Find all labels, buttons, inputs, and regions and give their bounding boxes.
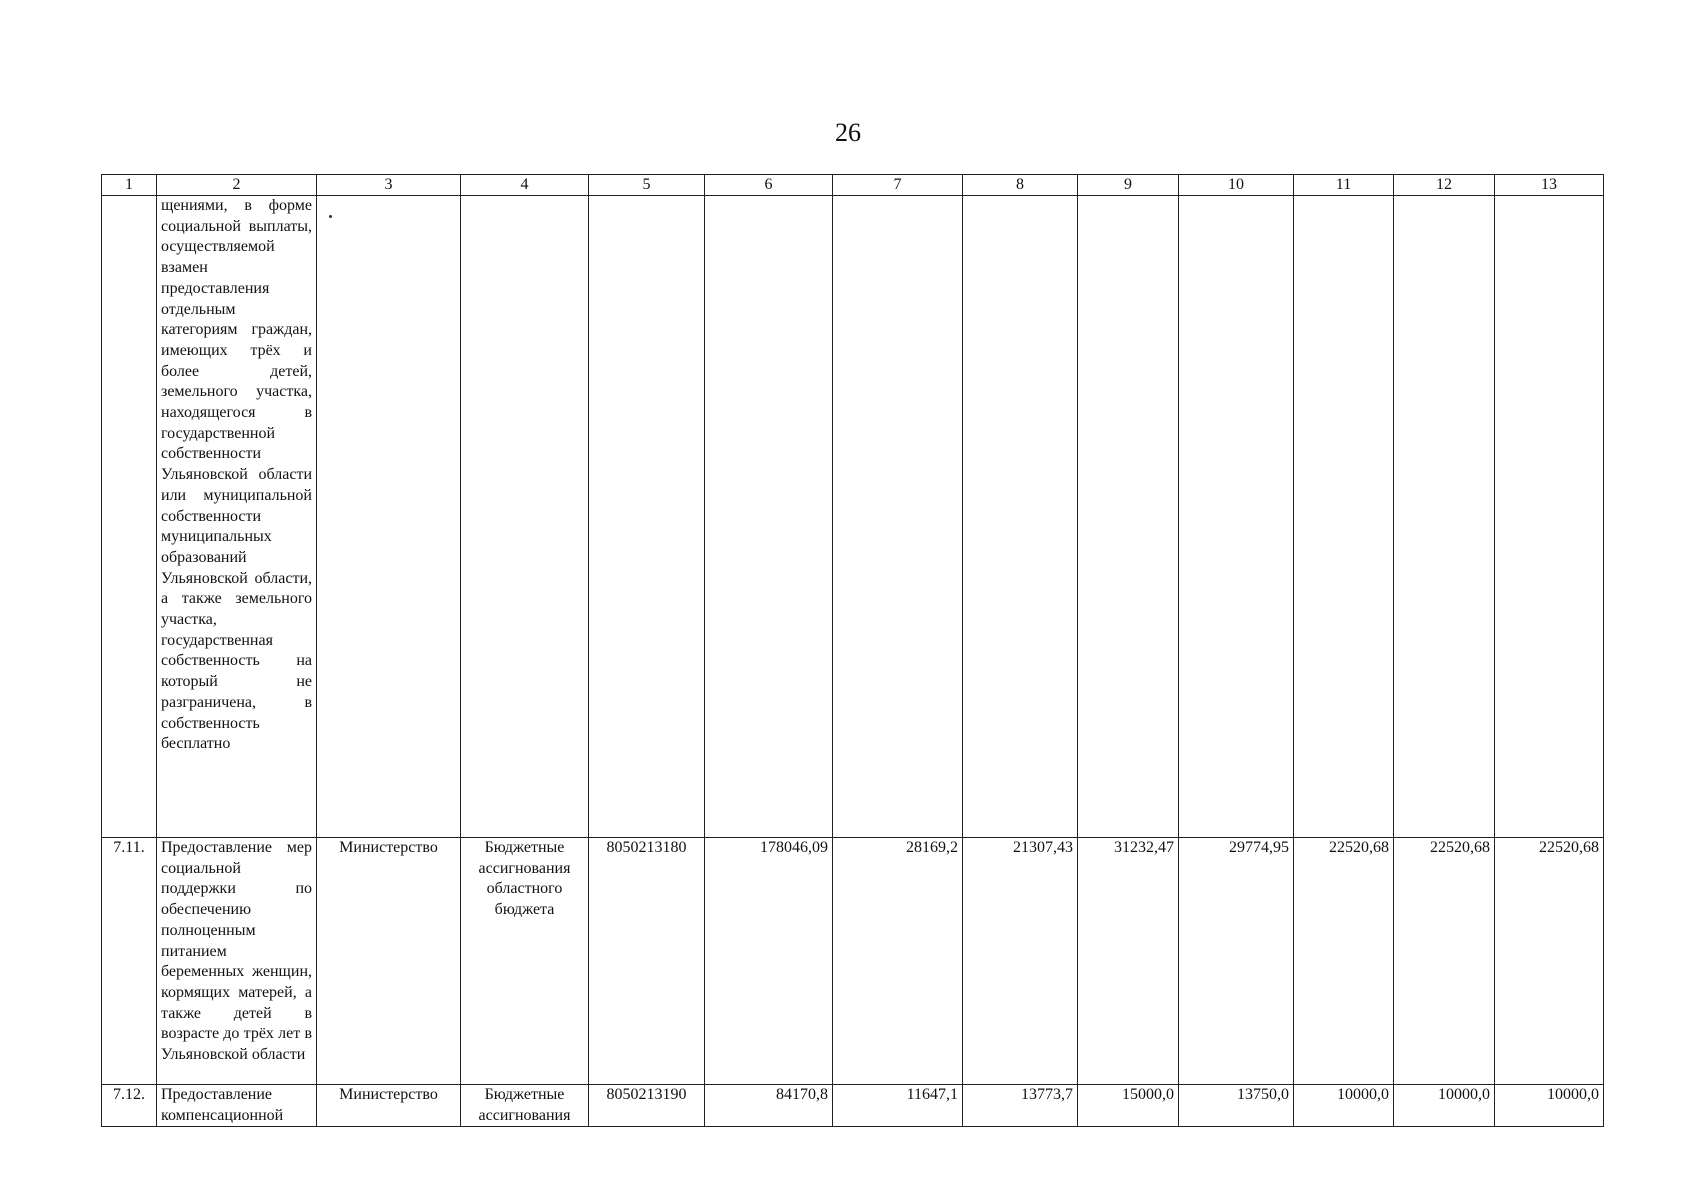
row-value-10: 13750,0 bbox=[1179, 1085, 1294, 1127]
row-source: Бюджетные ассигнования областного бюджета bbox=[461, 838, 589, 1085]
row-value-12: 10000,0 bbox=[1394, 1085, 1495, 1127]
column-header: 6 bbox=[705, 175, 833, 196]
row-code: 8050213190 bbox=[589, 1085, 705, 1127]
row-value-11: 22520,68 bbox=[1294, 838, 1394, 1085]
page-number: 26 bbox=[835, 118, 861, 147]
column-header: 7 bbox=[833, 175, 963, 196]
column-header: 4 bbox=[461, 175, 589, 196]
row-value-8: 13773,7 bbox=[963, 1085, 1078, 1127]
column-header: 13 bbox=[1495, 175, 1604, 196]
budget-table bbox=[101, 174, 1604, 1127]
row-value-6: 84170,8 bbox=[705, 1085, 833, 1127]
column-header: 9 bbox=[1078, 175, 1179, 196]
column-header: 2 bbox=[157, 175, 317, 196]
row-description: Предоставление компенсационной bbox=[157, 1085, 317, 1127]
table-row bbox=[102, 838, 1604, 1085]
row-value-9: 31232,47 bbox=[1078, 838, 1179, 1085]
row-value-13: 10000,0 bbox=[1495, 1085, 1604, 1127]
row-value-7: 11647,1 bbox=[833, 1085, 963, 1127]
column-header: 8 bbox=[963, 175, 1078, 196]
row-value-6: 178046,09 bbox=[705, 838, 833, 1085]
column-header: 10 bbox=[1179, 175, 1294, 196]
row-number: 7.11. bbox=[102, 838, 157, 1085]
row-source: Бюджетные ассигнования bbox=[461, 1085, 589, 1127]
column-header: 1 bbox=[102, 175, 157, 196]
table-row bbox=[102, 1085, 1604, 1127]
row-value-12: 22520,68 bbox=[1394, 838, 1495, 1085]
row-value-7: 28169,2 bbox=[833, 838, 963, 1085]
row-value-8: 21307,43 bbox=[963, 838, 1078, 1085]
column-header: 3 bbox=[317, 175, 461, 196]
row-number: 7.12. bbox=[102, 1085, 157, 1127]
row-value-13: 22520,68 bbox=[1495, 838, 1604, 1085]
column-header: 5 bbox=[589, 175, 705, 196]
row-executor: Министерство bbox=[317, 1085, 461, 1127]
column-header: 11 bbox=[1294, 175, 1394, 196]
row-description: щениями, в форме социальной выплаты, осуществляемой взамен предоставления отдельным категориям граждан, имеющих трёх и более детей, земельного участка, находящегося в государственной собственности Ульяновской области или муниципальной собственности муниципальных образований Ульяновской области, а также земельного участка, государственная собственность на который не разграничена, в собственность бесплатно bbox=[157, 196, 317, 838]
row-description: Предоставление мер социальной поддержки по обеспечению полноценным питанием беременных женщин, кормящих матерей, а также детей в возрасте до трёх лет в Ульяновской области bbox=[157, 838, 317, 1085]
column-number-row bbox=[102, 175, 1604, 196]
row-executor: Министерство bbox=[317, 838, 461, 1085]
table-row bbox=[102, 196, 1604, 838]
row-value-10: 29774,95 bbox=[1179, 838, 1294, 1085]
row-value-11: 10000,0 bbox=[1294, 1085, 1394, 1127]
row-value-9: 15000,0 bbox=[1078, 1085, 1179, 1127]
stray-dot bbox=[329, 215, 332, 218]
row-code: 8050213180 bbox=[589, 838, 705, 1085]
column-header: 12 bbox=[1394, 175, 1495, 196]
